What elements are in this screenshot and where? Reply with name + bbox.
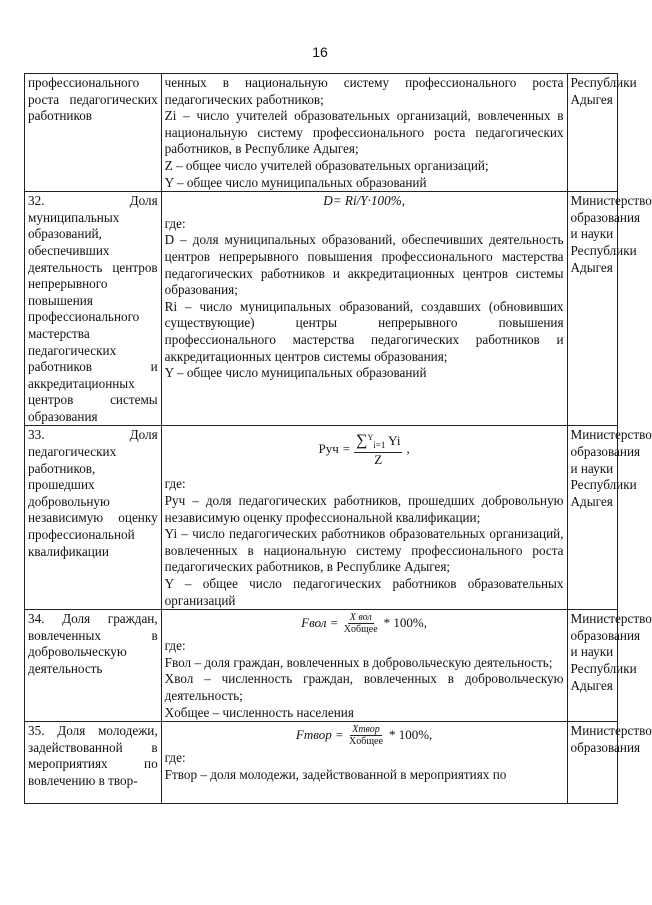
formula-denominator: Xобщее bbox=[349, 736, 383, 748]
method-line: Y – общее число муниципальных образований bbox=[164, 174, 427, 190]
method-line: D – доля муниципальных образований, обеспечивших деятельность центров непрерывного повышения профессионального мастерства педагогических работников и аккредитационных центров системы образования; bbox=[164, 232, 564, 298]
sum-bottom: i=1 bbox=[373, 440, 386, 451]
sum-top: Y bbox=[367, 433, 374, 443]
method-cell bbox=[161, 426, 567, 610]
method-line: Fвол – доля граждан, вовлеченных в добровольческую деятельность; bbox=[164, 654, 553, 670]
method-line: Y – общее число педагогических работников образовательных организаций bbox=[164, 576, 564, 608]
sum-term: Yi bbox=[388, 433, 401, 449]
responsible-cell: Республики Адыгея bbox=[567, 74, 617, 192]
method-cell bbox=[161, 192, 567, 426]
formula: Fтвор = $\frac{\text{Xтвор}}{\text{Xобщее}}$ * 100%, bbox=[295, 724, 433, 748]
formula-tail: * 100%, bbox=[383, 615, 428, 631]
method-line: Zi – число учителей образовательных организаций, вовлеченных в национальную систему профессионального роста педагогических работников, в Республике Адыгея; bbox=[164, 108, 564, 157]
method-line: где: bbox=[164, 215, 186, 231]
table-row bbox=[25, 722, 618, 804]
formula-tail: , bbox=[406, 440, 410, 456]
formula-denominator: Z bbox=[374, 452, 383, 468]
table-row bbox=[25, 74, 618, 192]
responsible-cell: Министерство образования и науки Республики Адыгея bbox=[567, 426, 617, 610]
indicator-cell: 35. Доля молодежи, задействованной в мероприятиях по вовлечению в твор- bbox=[25, 722, 162, 804]
method-cell bbox=[161, 722, 567, 804]
formula-denominator: Xобщее bbox=[343, 624, 378, 636]
indicator-cell: 33. Доля педагогических работников, прошедших добровольную независимую оценку профессиональной квалификации bbox=[25, 426, 162, 610]
table-row bbox=[25, 610, 618, 722]
indicator-table bbox=[24, 73, 652, 804]
responsible-cell: Министерство образования и науки Республики Адыгея bbox=[567, 610, 617, 722]
indicator-cell: 34. Доля граждан, вовлеченных в добровольческую деятельность bbox=[25, 610, 162, 722]
method-line: Fтвор – доля молодежи, задействованной в мероприятиях по bbox=[164, 766, 507, 782]
formula-lhs: Fвол bbox=[301, 615, 327, 631]
method-line: Xобщее – численность населения bbox=[164, 704, 354, 720]
responsible-cell: Министерство образования bbox=[567, 722, 617, 804]
page-number: 16 bbox=[312, 44, 328, 60]
method-line: Xвол – численность граждан, вовлеченных в добровольческую деятельность; bbox=[164, 671, 564, 703]
method-cell bbox=[161, 610, 567, 722]
formula: Pуч = $\frac{\sum^Y_{i=1} Yi}{Z}$ , bbox=[318, 432, 410, 468]
table-row bbox=[25, 192, 618, 426]
method-line: Z – общее число учителей образовательных организаций; bbox=[164, 157, 489, 173]
method-line: Yi – число педагогических работников образовательных организаций, вовлеченных в национальную систему профессионального роста педагогических работников, в Республике Адыгея; bbox=[164, 526, 564, 575]
formula-lhs: Pуч bbox=[318, 440, 339, 456]
formula-fraction bbox=[347, 724, 385, 747]
method-cell bbox=[161, 74, 567, 192]
formula-numerator: X вол bbox=[349, 612, 372, 624]
table-row bbox=[25, 426, 618, 610]
formula-lhs: Fтвор bbox=[295, 727, 332, 743]
method-line: где: bbox=[164, 638, 186, 654]
method-line: Ri – число муниципальных образований, создавших (обновивших существующие) центры непрерывного повышения профессионального мастерства педагогических работников и аккредитационных центров системы образования; bbox=[164, 298, 564, 364]
indicator-cell: профессионального роста педагогических работников bbox=[25, 74, 162, 192]
indicator-cell: 32. Доля муниципальных образований, обеспечивших деятельность центров непрерывного повышения профессионального мастерства педагогических работников и аккредитационных центров системы образования bbox=[25, 192, 162, 426]
formula-fraction bbox=[342, 612, 380, 635]
formula: D= Ri/Y·100%, bbox=[323, 193, 405, 209]
formula-tail: * 100%, bbox=[388, 727, 433, 743]
method-line: где: bbox=[164, 750, 186, 766]
responsible-cell: Министерство образования и науки Республики Адыгея bbox=[567, 192, 617, 426]
formula-fraction: $\frac{\sum^Y_{i=1} Yi}{Z}$ bbox=[356, 432, 401, 468]
method-line: где: bbox=[164, 476, 186, 492]
method-line: Pуч – доля педагогических работников, прошедших добровольную независимую оценку профессиональной квалификации; bbox=[164, 493, 564, 525]
method-line: Y – общее число муниципальных образований bbox=[164, 365, 427, 381]
method-line: ченных в национальную систему профессионального роста педагогических работников; bbox=[164, 75, 564, 107]
formula: Fвол = $\frac{\text{X вол}}{\text{Xобщее}}$ * 100%, bbox=[301, 612, 428, 636]
formula-numerator: Xтвор bbox=[352, 724, 380, 736]
